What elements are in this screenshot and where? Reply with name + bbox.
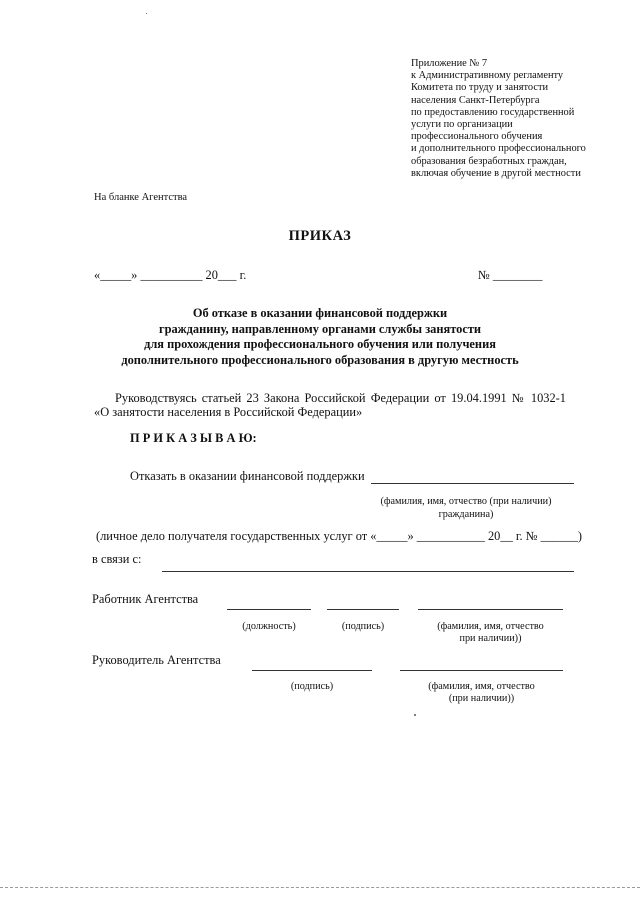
- date-line: «_____» __________ 20___ г.: [94, 268, 247, 282]
- head-name-caption-2: (при наличии)): [448, 693, 515, 704]
- heading-line: гражданину, направленному органами службы занятости: [158, 321, 482, 336]
- scan-speck: [146, 13, 147, 14]
- annex-line: и дополнительного профессионального: [411, 143, 586, 155]
- employee-name-caption-1: (фамилия, имя, отчество: [437, 621, 544, 632]
- order-word: П Р И К А З Ы В А Ю:: [130, 431, 257, 445]
- employee-label: Работник Агентства: [92, 592, 199, 606]
- personal-file-line: (личное дело получателя государственных услуг от «_____» ___________ 20__ г. № ______): [96, 529, 582, 543]
- employee-position-caption: (должность): [242, 621, 296, 632]
- heading-line: Об отказе в оказании финансовой поддержки: [192, 306, 448, 320]
- reason-line: [162, 571, 574, 572]
- employee-signature-caption: (подпись): [341, 621, 385, 632]
- head-label: Руководитель Агентства: [92, 653, 221, 667]
- basis-line-2: «О занятости населения в Российской Федерации»: [94, 405, 363, 419]
- employee-signature-line: [327, 609, 399, 610]
- annex-line: включая обучение в другой местности: [411, 167, 581, 179]
- letterhead-note: На бланке Агентства: [94, 192, 188, 203]
- annex-line: услуги по организации: [411, 119, 513, 131]
- citizen-caption-1: (фамилия, имя, отчество (при наличии): [380, 496, 552, 507]
- scan-edge-line: [0, 887, 640, 888]
- annex-line: Приложение № 7: [411, 58, 488, 69]
- annex-line: по предоставлению государственной: [411, 106, 575, 118]
- citizen-caption-2: гражданина): [438, 509, 494, 520]
- head-name-line: [400, 670, 563, 671]
- refusal-text: Отказать в оказании финансовой поддержки: [130, 469, 365, 483]
- employee-name-line: [418, 609, 563, 610]
- employee-name-caption-2: при наличии)): [459, 633, 522, 644]
- scan-speck: [414, 714, 416, 716]
- head-signature-caption: (подпись): [290, 681, 334, 692]
- head-name-caption-1: (фамилия, имя, отчество: [428, 681, 535, 692]
- basis-line-1: Руководствуясь статьей 23 Закона Российской Федерации от 19.04.1991 № 1032-1: [115, 391, 566, 405]
- annex-block: [411, 58, 586, 180]
- head-signature-line: [252, 670, 372, 671]
- heading-line: для прохождения профессионального обучения или получения: [144, 337, 496, 351]
- heading-line: дополнительного профессионального образования в другую местность: [121, 352, 519, 367]
- document-title: ПРИКАЗ: [288, 228, 352, 244]
- order-heading: [70, 306, 570, 368]
- annex-line: профессионального обучения: [411, 131, 543, 143]
- annex-line: населения Санкт-Петербурга: [411, 94, 540, 106]
- annex-line: Комитета по труду и занятости: [411, 82, 549, 94]
- annex-line: к Административному регламенту: [411, 70, 564, 82]
- employee-position-line: [227, 609, 311, 610]
- annex-line: образования безработных граждан,: [411, 155, 567, 167]
- citizen-name-line: [371, 483, 574, 484]
- number-line: № ________: [478, 268, 543, 282]
- in-connection-label: в связи с:: [92, 552, 142, 566]
